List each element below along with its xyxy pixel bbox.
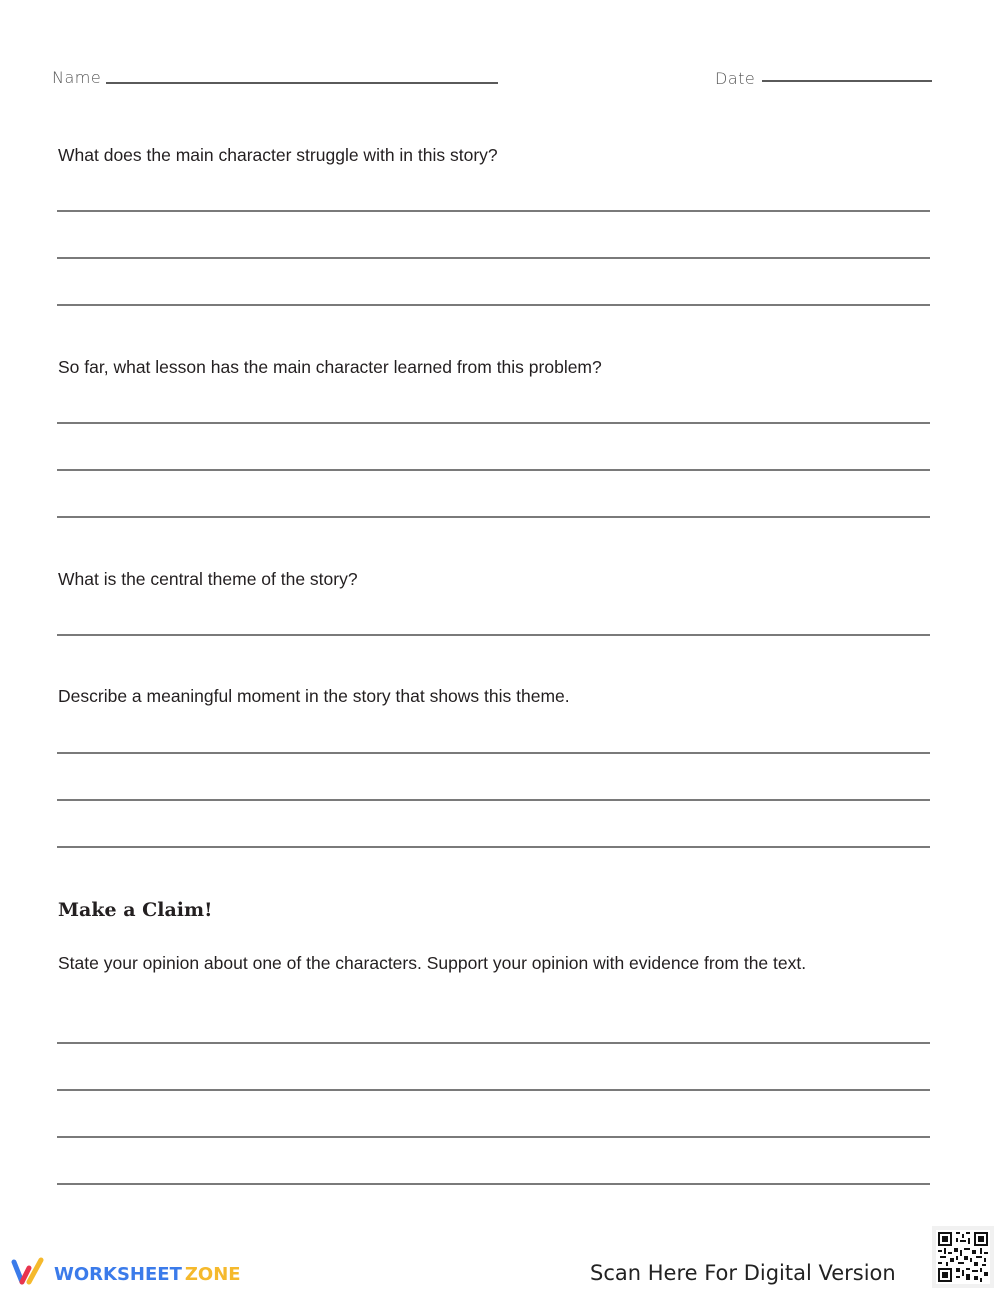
answer-line-q4-1[interactable] — [57, 752, 930, 754]
answer-line-claim-3[interactable] — [57, 1136, 930, 1138]
claim-prompt: State your opinion about one of the characters. Support your opinion with evidence from the text. — [58, 953, 807, 973]
name-field[interactable] — [106, 82, 498, 84]
question-2: So far, what lesson has the main character learned from this problem? — [58, 357, 602, 377]
date-field[interactable] — [762, 80, 932, 82]
logo-text-worksheet: WORKSHEET — [54, 1264, 182, 1285]
answer-line-q2-2[interactable] — [57, 469, 930, 471]
answer-line-claim-4[interactable] — [57, 1183, 930, 1185]
date-label: Date — [715, 69, 756, 88]
answer-line-claim-1[interactable] — [57, 1042, 930, 1044]
answer-line-q4-2[interactable] — [57, 799, 930, 801]
question-1: What does the main character struggle with in this story? — [58, 145, 498, 165]
answer-line-q4-3[interactable] — [57, 846, 930, 848]
logo-w-icon — [10, 1257, 46, 1292]
answer-line-q1-1[interactable] — [57, 210, 930, 212]
logo-text-zone: ZONE — [184, 1264, 241, 1285]
answer-line-q1-2[interactable] — [57, 257, 930, 259]
scan-here-text: Scan Here For Digital Version — [590, 1261, 896, 1285]
answer-line-q2-3[interactable] — [57, 516, 930, 518]
answer-line-claim-2[interactable] — [57, 1089, 930, 1091]
section-title-claim: Make a Claim! — [58, 899, 213, 921]
qr-code-icon[interactable] — [932, 1226, 994, 1288]
question-3: What is the central theme of the story? — [58, 569, 358, 589]
question-4: Describe a meaningful moment in the story that shows this theme. — [58, 686, 570, 706]
name-label: Name — [52, 68, 102, 87]
answer-line-q3-1[interactable] — [57, 634, 930, 636]
answer-line-q1-3[interactable] — [57, 304, 930, 306]
worksheetzone-logo — [10, 1257, 241, 1292]
answer-line-q2-1[interactable] — [57, 422, 930, 424]
